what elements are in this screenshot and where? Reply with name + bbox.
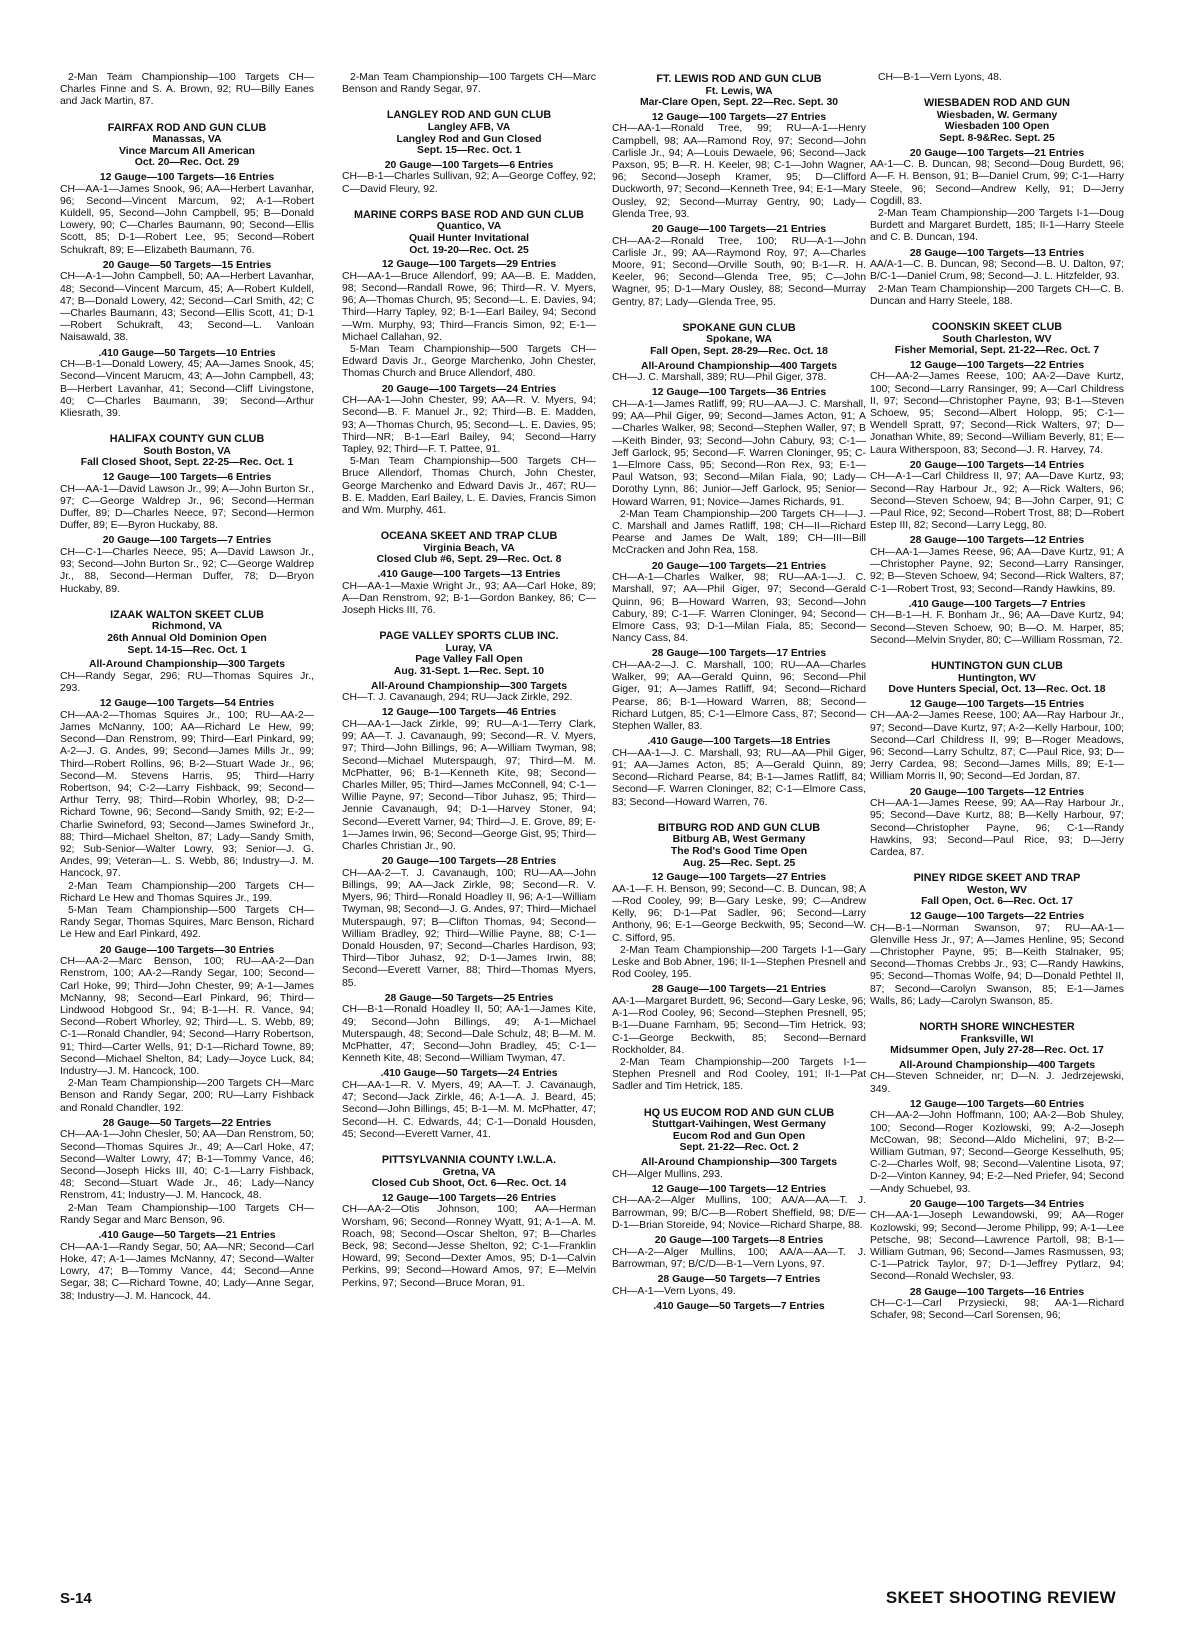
event-results: CH—AA-2—Ronald Tree, 100; RU—A-1—John Carlisle Jr., 99; AA—Raymond Roy, 97; A—Charles Moore, 91; Second—Orville South, 90; B-1—R. H. Keeler, 96; Second—Glenda Tree, 95; C—John Wagner, 95; D-1—Mary Ousley, 88; Second—Murray Gentry, 87; Lady—Glenda Tree, 95. [612, 235, 866, 308]
club-header-line: Weston, WV [967, 884, 1027, 896]
event-results: 2-Man Team Championship—200 Targets I-1—Gary Leske and Bob Abner, 196; II-1—Stephen Presnell and Rod Cooley, 195. [612, 944, 866, 981]
event-results: 2-Man Team Championship—200 Targets I-1—Doug Burdett and Margaret Burdett, 185; II-1—Harry Steele and C. B. Duncan, 194. [870, 207, 1124, 244]
event-results: AA-1—C. B. Duncan, 98; Second—Doug Burdett, 96; A—F. H. Benson, 91; B—Daniel Crum, 99; C-1—Harry Steele, 96; Second—Andrew Kelly, 91; D—Jerry Cogdill, 83. [870, 159, 1124, 207]
event-title: 28 Gauge—100 Targets—12 Entries [909, 535, 1085, 547]
event-title: .410 Gauge—50 Targets—10 Entries [98, 347, 276, 359]
event-title: .410 Gauge—100 Targets—18 Entries [647, 736, 831, 748]
club-result-block [342, 1155, 596, 1290]
club-name: PINEY RIDGE SKEET AND TRAP [913, 872, 1081, 885]
club-header-line: Eucom Rod and Gun Open [672, 1130, 806, 1142]
club-header-line: Aug. 31-Sept. 1—Rec. Sept. 10 [393, 665, 545, 677]
club-result-block [870, 661, 1124, 859]
club-header-line: Oct. 20—Rec. Oct. 29 [134, 157, 240, 169]
event-results: CH—AA-2—Marc Benson, 100; RU—AA-2—Dan Renstrom, 100; AA-2—Randy Segar, 100; Second—Carl Hoke, 99; Third—John Chester, 99; A-1—James McNanny, 98; Second—Earl Pinkard, 96; Third—Lindwood Hobgood Sr., 94; B-1—H. R. Vance, 94; Second—Robert Whorley, 92; Third—L. S. Webb, 89; C-1—Ronald Chandler, 94; Second—Harry Robertson, 91; Third—Carter Wells, 91; D-1—Richard Towne, 89; Second—Michael Shelton, 84; Lady—Joyce Luck, 84; Industry—J. M. Hancock, 100. [60, 956, 314, 1078]
club-result-block [342, 72, 596, 96]
club-name: BITBURG ROD AND GUN CLUB [657, 821, 821, 834]
event-title: 12 Gauge—100 Targets—22 Entries [909, 911, 1085, 922]
event-results: 2-Man Team Championship—200 Targets I-1—Stephen Presnell and Rod Cooley, 191; II-1—Pat Sadler and Tim Hetrick, 185. [612, 1057, 866, 1093]
club-header-line: Virginia Beach, VA [423, 542, 515, 554]
event-results: CH—AA-1—David Lawson Jr., 99; A—John Burton Sr., 97; C—George Waldrep Jr., 96; Second—Herman Duffer, 89; D—Charles Neece, 97; Second—Hermon Duffer, 89; E—Byron Huckaby, 88. [60, 483, 314, 532]
event-title: 28 Gauge—100 Targets—13 Entries [909, 247, 1085, 259]
club-result-block [870, 873, 1124, 1008]
event-results: CH—AA-1—Joseph Lewandowski, 99; AA—Roger Kozlowski, 99; Second—Jerome Philipp, 99; A-1—Lee Petsche, 98; Second—Lawrence Partoll, 98; B-1—William Gutman, 96; Second—James Rasmussen, 93; C-1—Patrick Taylor, 97; D-1—Jeffrey Pytlarz, 94; Second—Ronald Wechsler, 93. [870, 1210, 1124, 1283]
event-results: 2-Man Team Championship—100 Targets CH—Randy Segar and Marc Benson, 96. [60, 1202, 314, 1226]
event-results: 2-Man Team Championship—200 Targets CH—C. B. Duncan and Harry Steele, 188. [870, 283, 1124, 307]
event-title: 20 Gauge—100 Targets—14 Entries [909, 459, 1085, 471]
club-name: IZAAK WALTON SKEET CLUB [110, 608, 264, 621]
event-title: All-Around Championship—400 Targets [640, 360, 838, 372]
event-results: CH—A-1—John Campbell, 50; AA—Herbert Lavanhar, 48; Second—Vincent Marcum, 45; A—Robert Kuldell, 47; B—Donald Lowery, 42; Second—Carl Smith, 42; C—Charles Baumann, 43; Second—Ellis Scott, 41; D-1—Robert Schukraft, 43; Second—L. Vanloan Naisawald, 38. [60, 271, 314, 344]
club-header-line: Fall Closed Shoot, Sept. 22-25—Rec. Oct. 1 [80, 457, 294, 469]
event-title: 12 Gauge—100 Targets—46 Entries [381, 707, 557, 719]
event-title: 12 Gauge—100 Targets—26 Entries [381, 1192, 557, 1204]
event-results: CH—B-1—Ronald Hoadley II, 50; AA-1—James Kite, 49; Second—John Billings, 49; A-1—Michael Muterspaugh, 48; Second—Dale Schulz, 48; B—M. M. McPhatter, 47; Second—John Bradley, 45; C-1—Kenneth Kite, 48; Second—William Twyman, 47. [342, 1004, 596, 1065]
event-title: 12 Gauge—100 Targets—22 Entries [909, 359, 1085, 371]
event-results: CH—AA-1—Ronald Tree, 99; RU—A-1—Henry Campbell, 98; AA—Ramond Roy, 97; Second—John Carlisle Jr., 94; A—Louis Dewaele, 96; Second—Jack Paxson, 95; B—R. H. Keeler, 98; C-1—John Wagner, 96; Second—Joseph Kramer, 95; D—Clifford Duckworth, 97; Second—Kenneth Tree, 94; E-1—Mary Ousley, 92; Second—Murray Gentry, 90; Lady—Glenda Tree, 93. [612, 123, 866, 220]
event-title: 20 Gauge—100 Targets—21 Entries [651, 560, 827, 572]
event-results: CH—AA-1—Bruce Allendorf, 99; AA—B. E. Madden, 98; Second—Randall Rowe, 96; Third—R. V. Myers, 96; A—Thomas Church, 95; Second—L. E. Davies, 94; Third—Harry Tapley, 92; B-1—Earl Bailey, 94; Second—Wm. Murphy, 93; Third—Francis Simon, 92; E-1—Michael Callahan, 92. [342, 270, 596, 343]
event-results: CH—AA-1—John Chester, 99; AA—R. V. Myers, 94; Second—B. F. Manuel Jr., 92; Third—B. E. Madden, 93; A—Thomas Church, 95; Second—L. E. Davies, 95; Third—NR; B-1—Earl Bailey, 94; Second—Harry Tapley, 92; Third—F. T. Pattee, 91. [342, 395, 596, 455]
club-header-line: Fall Open, Sept. 28-29—Rec. Oct. 18 [650, 346, 828, 357]
club-name: PITTSYLVANNIA COUNTY I.W.L.A. [381, 1154, 557, 1167]
club-result-block [60, 123, 314, 421]
event-title: 28 Gauge—50 Targets—22 Entries [102, 1117, 272, 1129]
club-result-block [60, 610, 314, 1303]
event-results: CH—AA-2—Otis Johnson, 100; AA—Herman Worsham, 96; Second—Ronney Wyatt, 91; A-1—A. M. Roach, 98; Second—Oscar Shelton, 97; B—Charles Beck, 98; Second—Jesse Shelton, 92; C-1—Franklin Howard, 99; Second—Dexter Amos, 95; D-1—Calvin Perkins, 99; Second—Howard Amos, 97; E—Melvin Perkins, 97; Second—Bruce Moran, 91. [342, 1204, 596, 1289]
club-result-block [612, 74, 866, 309]
event-results: CH—AA-2—James Reese, 100; AA-2—Dave Kurtz, 100; Second—Larry Ransinger, 99; A—Carl Childress II, 97; Second—Christopher Payne, 93; B-1—Steven Schoew, 95; Second—Albert Holopp, 95; C-1—Wendell Spratt, 97; Second—Rick Walters, 97; D—Jonathan White, 89; Second—William Beverly, 81; E—Laura Witherspoon, 83; Second—J. R. Harvey, 74. [870, 371, 1124, 456]
column-4 [870, 72, 1124, 1337]
event-results: CH—AA-1—R. V. Myers, 49; AA—T. J. Cavanaugh, 47; Second—Jack Zirkle, 46; A-1—A. J. Beard, 45; Second—John Billings, 45; B-1—M. M. McPhatter, 47; Second—H. C. Edwards, 44; C-1—Donald Housden, 45; Second—Everett Varner, 41. [342, 1080, 596, 1140]
event-title: .410 Gauge—100 Targets—13 Entries [377, 568, 561, 580]
club-result-block [612, 1108, 866, 1313]
club-name: FT. LEWIS ROD AND GUN CLUB [656, 73, 822, 85]
club-name: HQ US EUCOM ROD AND GUN CLUB [643, 1106, 835, 1119]
event-results: CH—AA-2—John Hoffmann, 100; AA-2—Bob Shuley, 100; Second—Roger Kozlowski, 99; A-2—Joseph McCowan, 98; Second—Aldo Michelini, 97; B-2—William Gutman, 97; Second—George Kesselhuth, 95; C-2—Charles Wolf, 98; Second—Valentine Lisota, 97; D-2—Vinton Kanney, 94; E-2—Ned Priefer, 94; Second—Andy Schuebel, 93. [870, 1110, 1124, 1195]
event-results: CH—Steven Schneider, nr; D—N. J. Jedrzejewski, 349. [870, 1071, 1124, 1095]
club-header-line: The Rod's Good Time Open [670, 846, 808, 858]
event-title: 20 Gauge—100 Targets—21 Entries [909, 147, 1085, 159]
club-header-line: Sept. 14-15—Rec. Oct. 1 [127, 644, 247, 656]
event-title: .410 Gauge—50 Targets—7 Entries [653, 1300, 825, 1312]
club-name: FAIRFAX ROD AND GUN CLUB [107, 121, 267, 134]
club-header-line: Mar-Clare Open, Sept. 22—Rec. Sept. 30 [639, 97, 839, 109]
event-results: AA-1—F. H. Benson, 99; Second—C. B. Duncan, 98; A—Rod Cooley, 99; B—Gary Leske, 99; C—Andrew Kelly, 96; D-1—Pat Sadler, 96; Second—Larry Anthony, 96; E-1—George Beckwith, 95; Second—W. C. Sifford, 95. [612, 883, 866, 944]
event-title: 20 Gauge—100 Targets—7 Entries [102, 535, 272, 547]
club-header-line: Quantico, VA [436, 221, 502, 233]
club-header-line: Richmond, VA [151, 621, 223, 633]
club-name: MARINE CORPS BASE ROD AND GUN CLUB [354, 208, 584, 221]
club-header-line: South Boston, VA [143, 445, 231, 457]
club-name: PAGE VALLEY SPORTS CLUB INC. [379, 630, 559, 643]
club-header-line: Aug. 25—Rec. Sept. 25 [682, 857, 796, 869]
event-results: CH—AA-1—Jack Zirkle, 99; RU—A-1—Terry Clark, 99; AA—T. J. Cavanaugh, 99; Second—R. V. Myers, 97; Third—John Billings, 96; A—William Twyman, 98; Second—Michael Muterspaugh, 97; Third—M. M. McPhatter, 96; B-1—Kenneth Kite, 98; Second—Charles Miller, 95; Third—James McConnell, 94; C-1—Willie Payne, 97; Second—Tibor Juhasz, 95; Third—Jennie Cavanaugh, 94; D-1—Harvey Stoner, 94; Second—Everett Varner, 94; Third—J. E. Grove, 89; E-1—James Irwin, 96; Second—George Gist, 95; Third—Charles Christian Jr., 90. [342, 718, 596, 852]
club-header-line: Sept. 15—Rec. Oct. 1 [417, 145, 521, 157]
event-title: 28 Gauge—50 Targets—25 Entries [384, 992, 554, 1004]
event-title: 20 Gauge—50 Targets—15 Entries [102, 259, 272, 271]
club-name: SPOKANE GUN CLUB [682, 321, 796, 334]
club-header-line: Ft. Lewis, WA [705, 85, 773, 97]
event-results: CH—B-1—Charles Sullivan, 92; A—George Coffey, 92; C—David Fleury, 92. [342, 171, 596, 195]
column-3 [612, 72, 866, 1326]
club-header-line: Luray, VA [445, 642, 493, 654]
event-results: CH—A-1—Vern Lyons, 49. [612, 1285, 736, 1297]
event-title: 12 Gauge—100 Targets—29 Entries [381, 259, 557, 271]
event-results: CH—AA-1—James Snook, 96; AA—Herbert Lavanhar, 96; Second—Vincent Marcum, 92; A-1—Robert Kuldell, 95, Second—John Campbell, 95; B—Donald Lowery, 90; C—Charles Baumann, 90; Second—Ellis Scott, 85; D-1—Robert Lee, 95; Second—Robert Schukraft, 89; E—Elizabeth Baumann, 76. [60, 183, 314, 256]
club-result-block [342, 631, 596, 1141]
event-title: 28 Gauge—100 Targets—17 Entries [651, 648, 827, 660]
club-header-line: Sept. 8-9&Rec. Sept. 25 [939, 132, 1055, 144]
event-title: 12 Gauge—100 Targets—27 Entries [651, 111, 827, 123]
event-results: CH—J. C. Marshall, 389; RU—Phil Giger, 378. [612, 372, 827, 384]
event-title: 20 Gauge—100 Targets—6 Entries [384, 159, 554, 171]
club-header-line: Huntington, WV [958, 672, 1036, 684]
event-results: CH—AA-1—John Chesler, 50; AA—Dan Renstrom, 50; Second—Thomas Squires Jr., 49; A—Carl Hoke, 47; Second—Walter Lowry, 47; B-1—Tommy Vance, 46; Second—Joseph Hicks III, 40; C-1—Larry Fishback, 48; Second—Stuart Wade Jr., 46; Lady—Nancy Renstrom, 41; Industry—J. M. Hancock, 48. [60, 1129, 314, 1202]
column-1 [60, 72, 314, 1317]
event-title: 20 Gauge—100 Targets—12 Entries [909, 786, 1085, 798]
event-results: CH—A-1—James Ratliff, 99; RU—AA—J. C. Marshall, 99; AA—Phil Giger, 99; Second—James Acton, 91; A—Charles Walker, 98; Second—Stephen Waller, 97; B—Keith Binder, 93; Second—John Cabury, 93; C-1—Jeff Garlock, 95; Second—F. Warren Cloninger, 95; C-1—Elmore Cass, 95; Second—Ron Rex, 93; E-1—Paul Watson, 93; Second—Milan Fiala, 90; Lady—Dorothy Lynn, 86; Junior—Jeff Garlock, 95; Senior—Howard Warren, 91; Novice—James Richards, 91. [612, 398, 866, 508]
event-results: CH—T. J. Cavanaugh, 294; RU—Jack Zirkle, 292. [342, 692, 573, 704]
club-result-block [342, 531, 596, 617]
event-results: CH—AA-1—J. C. Marshall, 93; RU—AA—Phil Giger, 91; AA—James Acton, 85; A—Gerald Quinn, 89; Second—Richard Pearse, 84; B-1—James Ratliff, 84; Second—F. Warren Cloninger, 82; C-1—Elmore Cass, 83; Second—Howard Warren, 76. [612, 747, 866, 808]
club-header-line: Sept. 21-22—Rec. Oct. 2 [679, 1142, 799, 1154]
club-header-line: Fisher Memorial, Sept. 21-22—Rec. Oct. 7 [894, 345, 1100, 357]
club-header-line: Quail Hunter Invitational [408, 232, 530, 244]
club-header-line: Wiesbaden, W. Germany [936, 109, 1058, 121]
event-title: 12 Gauge—100 Targets—60 Entries [909, 1098, 1085, 1110]
club-header-line: Spokane, WA [706, 334, 772, 346]
club-name: OCEANA SKEET AND TRAP CLUB [380, 530, 558, 543]
event-title: .410 Gauge—50 Targets—21 Entries [98, 1230, 276, 1242]
event-title: All-Around Championship—300 Targets [640, 1157, 838, 1169]
club-name: WIESBADEN ROD AND GUN [924, 97, 1070, 110]
event-title: 12 Gauge—100 Targets—16 Entries [99, 171, 275, 183]
event-title: 12 Gauge—100 Targets—27 Entries [651, 872, 827, 884]
event-title: 12 Gauge—100 Targets—36 Entries [651, 387, 827, 399]
club-result-block [60, 434, 314, 596]
event-results: CH—A-1—Carl Childress II, 97; AA—Dave Kurtz, 93; Second—Ray Harbour Jr., 92; A—Rick Walters, 96; Second—Steven Schoew, 94; B—John Carper, 91; C—Paul Rice, 92; Second—Robert Trost, 88; D—Robert Estep III, 82; Second—Larry Legg, 80. [870, 471, 1124, 532]
club-result-block [60, 72, 314, 109]
event-title: 12 Gauge—100 Targets—54 Entries [99, 698, 275, 710]
club-result-block [612, 323, 866, 809]
event-title: 28 Gauge—100 Targets—16 Entries [909, 1286, 1085, 1298]
event-results: CH—A-2—Alger Mullins, 100; AA/A—AA—T. J. Barrowman, 97; B/C/D—B-1—Vern Lyons, 97. [612, 1246, 866, 1270]
event-results: CH—B-1—H. F. Bonham Jr., 96; AA—Dave Kurtz, 94; Second—Steven Schoew, 90; B—O. M. Harper, 85; Second—Melvin Snyder, 80; C—William Rossman, 72. [870, 610, 1124, 646]
club-name: HUNTINGTON GUN CLUB [931, 660, 1063, 673]
club-header-line: Fall Open, Oct. 6—Rec. Oct. 17 [921, 896, 1073, 908]
event-results: CH—A-1—Charles Walker, 98; RU—AA-1—J. C. Marshall, 97; AA—Phil Giger, 97; Second—Gerald Quinn, 96; B—Howard Warren, 93; Second—John Cabury, 89; C-1—F. Warren Cloninger, 94; Second—Elmore Cass, 93; D-1—Milan Fiala, 85; Second—Nancy Cass, 84. [612, 572, 866, 645]
event-results: CH—AA-2—James Reese, 100; AA—Ray Harbour Jr., 97; Second—Dave Kurtz, 97; A-2—Kelly Harbour, 100; Second—Carl Childress II, 99; B—Roger Meadows, 96; Second—Larry Schultz, 87; C—Paul Rice, 93; D—Jerry Cardea, 98; Second—James Mills, 89; E-1—William Morris II, 90; Second—Ed Jordan, 87. [870, 710, 1124, 783]
event-title: 28 Gauge—100 Targets—21 Entries [651, 984, 827, 996]
event-title: 20 Gauge—100 Targets—28 Entries [381, 856, 557, 868]
event-title: 12 Gauge—100 Targets—15 Entries [909, 698, 1085, 710]
event-title: All-Around Championship—300 Targets [370, 680, 568, 692]
event-results: CH—B-1—Vern Lyons, 48. [878, 72, 1002, 83]
page-number: S-14 [60, 1590, 92, 1607]
event-title: 20 Gauge—100 Targets—34 Entries [909, 1198, 1085, 1210]
club-result-block [612, 823, 866, 1094]
event-results: 2-Man Team Championship—200 Targets CH—I—J. C. Marshall and James Ratliff, 198; CH—II—Richard Pearse and James De Walt, 189; CH—III—Bill McCracken and John Rea, 158. [612, 508, 866, 557]
event-title: All-Around Championship—400 Targets [898, 1059, 1096, 1071]
club-header-line: Midsummer Open, July 27-28—Rec. Oct. 17 [890, 1045, 1104, 1057]
event-results: CH—AA-2—Thomas Squires Jr., 100; RU—AA-2—James McNanny, 100; AA—Richard Le Hew, 99; Second—Dan Renstrom, 99; Third—Earl Pinkard, 99; A-2—J. G. Andes, 99; Second—James Mills Jr., 99; Third—Robert Rollins, 96; B-2—Stuart Wade Jr., 96; Second—M. Stevens Harris, 95; Third—Harry Robertson, 94; C-2—Larry Fishback, 99; Second—Arthur Terry, 98; Third—Robin Whorley, 98; D-2—Richard Towne, 96; Second—Sandy Smith, 92; E-2—Charlie Swineford, 93; Second—James Swineford Jr., 88; Third—Michael Shelton, 87; Lady—Sandy Smith, 92; Sub-Senior—Walter Lowry, 93; Senior—J. G. Andes, 99; Veteran—L. S. Webb, 86; Industry—J. M. Hancock, 97. [60, 709, 314, 880]
event-results: 5-Man Team Championship—500 Targets CH—Randy Segar, Thomas Squires, Marc Benson, Richard Le Hew and Earl Pinkard, 492. [60, 905, 314, 941]
club-header-line: Page Valley Fall Open [415, 654, 523, 666]
club-header-line: Oct. 19-20—Rec. Oct. 25 [409, 244, 529, 256]
event-title: All-Around Championship—300 Targets [88, 659, 286, 671]
event-results: 2-Man Team Championship—200 Targets CH—Marc Benson and Randy Segar, 200; RU—Larry Fishback and Ronald Chandler, 192. [60, 1078, 314, 1114]
event-results: CH—B-1—Norman Swanson, 97; RU—AA-1—Glenville Hess Jr., 97; A—James Henline, 95; Second—Christopher Payne, 95; B—Keith Stalnaker, 95; Second—Thomas Crebbs Jr., 93; C—Randy Hawkins, 95; Second—Thomas Wolfe, 94; D—Donald Pethtel II, 87; Second—Carolyn Swanson, 85; E-1—James Walls, 86; Lady—Carolyn Swanson, 85. [870, 922, 1124, 1007]
event-title: 28 Gauge—50 Targets—7 Entries [657, 1274, 821, 1286]
club-header-line: 26th Annual Old Dominion Open [107, 633, 267, 644]
event-title: 12 Gauge—100 Targets—6 Entries [102, 472, 272, 483]
event-results: 2-Man Team Championship—200 Targets CH—Richard Le Hew and Thomas Squires Jr., 199. [60, 880, 314, 904]
event-results: CH—AA-1—James Reese, 96; AA—Dave Kurtz, 91; A—Christopher Payne, 92; Second—Larry Ransinger, 92; B—Steven Schoew, 94; Second—Rick Walters, 87; C-1—Robert Trost, 93; Second—Randy Hawkins, 89. [870, 547, 1124, 595]
event-results: CH—AA-1—Randy Segar, 50; AA—NR; Second—Carl Hoke, 47; A-1—James McNanny, 47; Second—Walter Lowry, 47; B—Tommy Vance, 44; Second—Anne Segar, 38; C—Richard Towne, 40; Lady—Anne Segar, 38; Industry—J. M. Hancock, 44. [60, 1241, 314, 1302]
club-header-line: Gretna, VA [442, 1166, 496, 1178]
event-results: CH—B-1—Donald Lowery, 45; AA—James Snook, 45; Second—Vincent Marucm, 43; A—John Campbell, 43; B—Herbert Lavanhar, 41; Second—Cliff Livingstone, 40; C—Charles Baumann, 39; Second—Arthur Kliesrath, 39. [60, 359, 314, 420]
event-results: CH—AA-2—Alger Mullins, 100; AA/A—AA—T. J. Barrowman, 99; B/C—B—Robert Sheffield, 98; D/E—D-1—Brian Storeide, 94; Novice—Richard Sharpe, 88. [612, 1195, 866, 1231]
event-results: CH—C-1—Charles Neece, 95; A—David Lawson Jr., 93; Second—John Burton Sr., 92; C—George Waldrep Jr., 88, Second—Herman Duffer, 78; D—Bryon Huckaby, 89. [60, 547, 314, 595]
club-result-block [342, 210, 596, 517]
event-results: 5-Man Team Championship—500 Targets CH—Edward Davis Jr., George Marchenko, John Chester, Thomas Church and Bruce Allendorf, 480. [342, 343, 596, 380]
event-results: CH—AA-1—James Reese, 99; AA—Ray Harbour Jr., 95; Second—Dave Kurtz, 88; B—Kelly Harbour, 97; Second—Christopher Payne, 96; C-1—Randy Hawkins, 93; Second—Paul Rice, 93; D—Jerry Cardea, 87. [870, 798, 1124, 859]
event-results: 5-Man Team Championship—500 Targets CH—Bruce Allendorf, Thomas Church, John Chester, George Marchenko and Edward Davis Jr., 467; RU—B. E. Madden, Earl Bailey, L. E. Davies, Francis Simon and Wm. Murphy, 461. [342, 456, 596, 516]
club-result-block [870, 98, 1124, 308]
event-results: 2-Man Team Championship—100 Targets CH—Charles Finne and S. A. Brown, 92; RU—Billy Eanes and Jack Martin, 87. [60, 72, 314, 108]
event-title: 20 Gauge—100 Targets—21 Entries [651, 224, 827, 235]
club-result-block [870, 1022, 1124, 1323]
event-title: 20 Gauge—100 Targets—24 Entries [381, 383, 557, 395]
event-results: CH—Alger Mullins, 293. [612, 1168, 723, 1180]
event-title: .410 Gauge—50 Targets—24 Entries [380, 1068, 558, 1080]
event-results: AA/A-1—C. B. Duncan, 98; Second—B. U. Dalton, 97; B/C-1—Daniel Crum, 98; Second—J. L. Hitzfelder, 93. [870, 259, 1124, 283]
event-title: 20 Gauge—100 Targets—8 Entries [654, 1235, 824, 1247]
column-2 [342, 72, 596, 1304]
event-results: CH—C-1—Carl Przysiecki, 98; AA-1—Richard Schafer, 98; Second—Carl Sorensen, 96; [870, 1298, 1124, 1322]
club-header-line: Closed Cub Shoot, Oct. 6—Rec. Oct. 14 [371, 1178, 567, 1190]
club-header-line: Stuttgart-Vaihingen, West Germany [651, 1119, 827, 1131]
event-title: 20 Gauge—100 Targets—30 Entries [99, 944, 275, 956]
event-title: 12 Gauge—100 Targets—12 Entries [651, 1183, 827, 1195]
publication-title: SKEET SHOOTING REVIEW [885, 1588, 1116, 1607]
event-results: 2-Man Team Championship—100 Targets CH—Marc Benson and Randy Segar, 97. [342, 72, 596, 96]
club-header-line: Langley Rod and Gun Closed [396, 133, 542, 145]
club-result-block [870, 72, 1124, 84]
club-name: COONSKIN SKEET CLUB [931, 321, 1063, 333]
club-header-line: Vince Marcum All American [119, 145, 255, 157]
event-results: CH—AA-2—J. C. Marshall, 100; RU—AA—Charles Walker, 99; AA—Gerald Quinn, 96; Second—Phil Giger, 91; A—James Ratliff, 94; Second—Richard Pearse, 86; B-1—Howard Warren, 88; Second—Richard Lutgen, 85; C-1—Elmore Cass, 87; Second—Stephen Waller, 83. [612, 660, 866, 733]
event-results: CH—AA-1—Maxie Wright Jr., 93; AA—Carl Hoke, 89; A—Dan Renstrom, 92; B-1—Gordon Bankey, 86; C—Joseph Hicks III, 76. [342, 580, 596, 616]
club-header-line: Dove Hunters Special, Oct. 13—Rec. Oct. 18 [888, 684, 1106, 696]
event-results: CH—AA-2—T. J. Cavanaugh, 100; RU—AA—John Billings, 99; AA—Jack Zirkle, 98; Second—R. V. Myers, 96; Third—Ronald Hoadley II, 96; A-1—William Twyman, 98; Second—J. G. Andes, 97; Third—Michael Muterspaugh, 97; B—Clifton Thomas, 94; Second—William Bradley, 92; Third—Willie Payne, 88; C-1—Donald Housden, 97; Second—Charles Hardison, 93; Third—Tibor Juhasz, 92; D-1—James Irwin, 88; Second—Everett Varner, 88; Third—Thomas Myers, 85. [342, 867, 596, 989]
club-result-block [870, 322, 1124, 647]
event-results: CH—Randy Segar, 296; RU—Thomas Squires Jr., 293. [60, 670, 314, 694]
club-header-line: Langley AFB, VA [427, 122, 511, 133]
club-header-line: Wiesbaden 100 Open [944, 121, 1050, 133]
club-name: NORTH SHORE WINCHESTER [919, 1021, 1075, 1034]
club-header-line: Closed Club #6, Sept. 29—Rec. Oct. 8 [376, 554, 562, 566]
event-title: .410 Gauge—100 Targets—7 Entries [908, 598, 1086, 610]
club-header-line: Franksville, WI [960, 1033, 1034, 1045]
club-header-line: Manassas, VA [152, 134, 222, 146]
event-results: AA-1—Margaret Burdett, 96; Second—Gary Leske, 96; A-1—Rod Cooley, 96; Second—Stephen Presnell, 95; B-1—Duane Farnham, 95; Second—Tim Hetrick, 93; C-1—George Beckwith, 85; Second—Bernard Rockholder, 84. [612, 996, 866, 1056]
club-header-line: South Charleston, WV [942, 333, 1052, 345]
club-name: LANGLEY ROD AND GUN CLUB [386, 109, 552, 122]
club-result-block [342, 110, 596, 195]
club-header-line: Bitburg AB, West Germany [672, 834, 806, 846]
club-name: HALIFAX COUNTY GUN CLUB [109, 433, 265, 446]
